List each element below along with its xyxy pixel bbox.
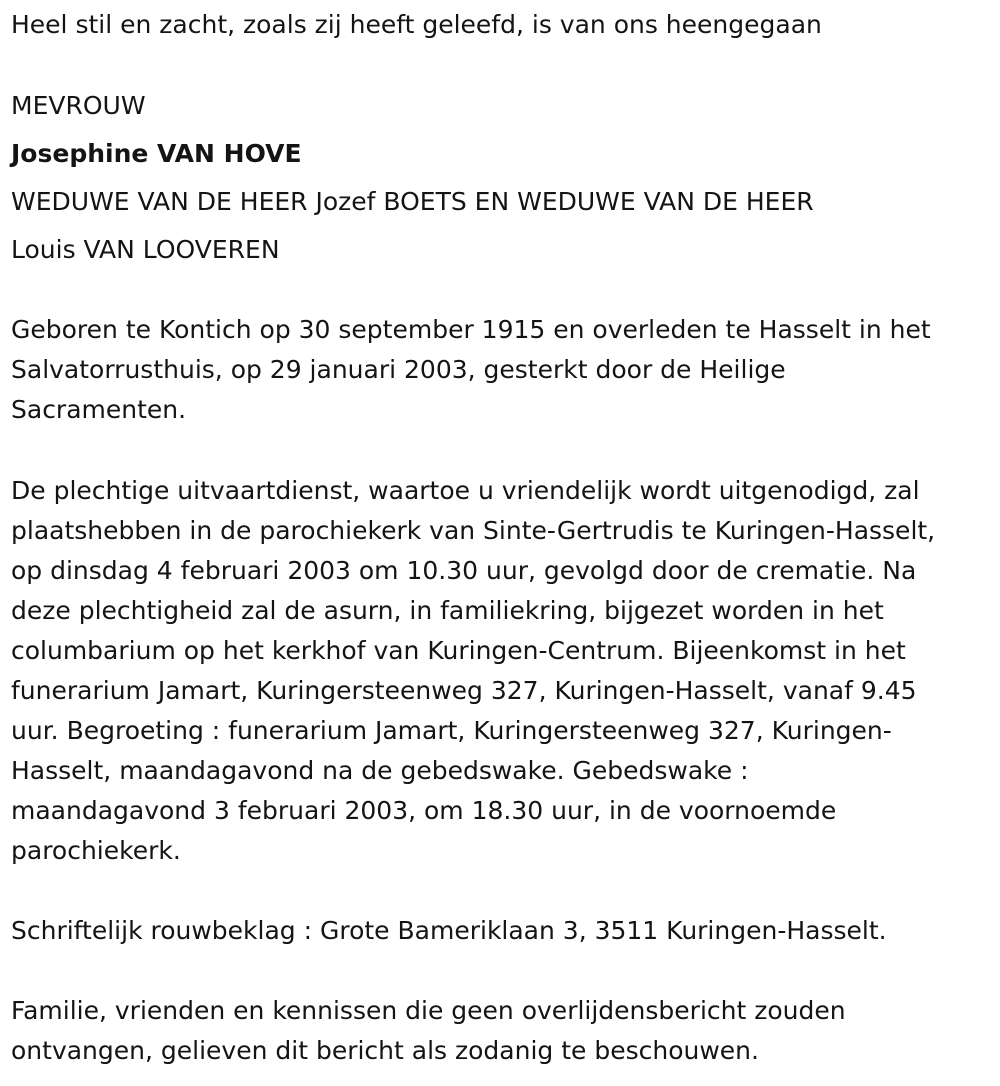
paragraph-line: maandagavond 3 februari 2003, om 18.30 uur, in de voornoemde <box>11 796 837 825</box>
widow-statement <box>11 182 991 270</box>
paragraph-line: Geboren te Kontich op 30 september 1915 en overleden te Hasselt in het <box>11 315 931 344</box>
paragraph-line: parochiekerk. <box>11 836 181 865</box>
ceremony-paragraph <box>11 471 991 871</box>
intro-text: Heel stil en zacht, zoals zij heeft geleefd, is van ons heengegaan <box>11 10 822 39</box>
condolence-address: Schriftelijk rouwbeklag : Grote Bameriklaan 3, 3511 Kuringen-Hasselt. <box>11 916 887 945</box>
paragraph-line: deze plechtigheid zal de asurn, in familiekring, bijgezet worden in het <box>11 596 884 625</box>
paragraph-line: Sacramenten. <box>11 395 187 424</box>
paragraph-line: plaatshebben in de parochiekerk van Sinte-Gertrudis te Kuringen-Hasselt, <box>11 516 936 545</box>
widow-line: Louis VAN LOOVEREN <box>11 235 280 264</box>
paragraph-line: op dinsdag 4 februari 2003 om 10.30 uur, gevolgd door de crematie. Na <box>11 556 917 585</box>
paragraph-line: Hasselt, maandagavond na de gebedswake. Gebedswake : <box>11 756 749 785</box>
paragraph-line: Familie, vrienden en kennissen die geen overlijdensbericht zouden <box>11 996 846 1025</box>
birth-death-paragraph <box>11 310 991 430</box>
paragraph-line: uur. Begroeting : funerarium Jamart, Kuringersteenweg 327, Kuringen- <box>11 716 892 745</box>
paragraph-line: columbarium op het kerkhof van Kuringen-Centrum. Bijeenkomst in het <box>11 636 906 665</box>
paragraph-line: ontvangen, gelieven dit bericht als zodanig te beschouwen. <box>11 1036 759 1065</box>
paragraph-line: Salvatorrusthuis, op 29 januari 2003, gesterkt door de Heilige <box>11 355 786 384</box>
paragraph-line: funerarium Jamart, Kuringersteenweg 327, Kuringen-Hasselt, vanaf 9.45 <box>11 676 917 705</box>
deceased-name: Josephine VAN HOVE <box>11 139 302 168</box>
widow-line: WEDUWE VAN DE HEER Jozef BOETS EN WEDUWE VAN DE HEER <box>11 187 814 216</box>
closing-paragraph <box>11 991 991 1071</box>
honorific-title: MEVROUW <box>11 91 146 120</box>
paragraph-line: De plechtige uitvaartdienst, waartoe u vriendelijk wordt uitgenodigd, zal <box>11 476 920 505</box>
